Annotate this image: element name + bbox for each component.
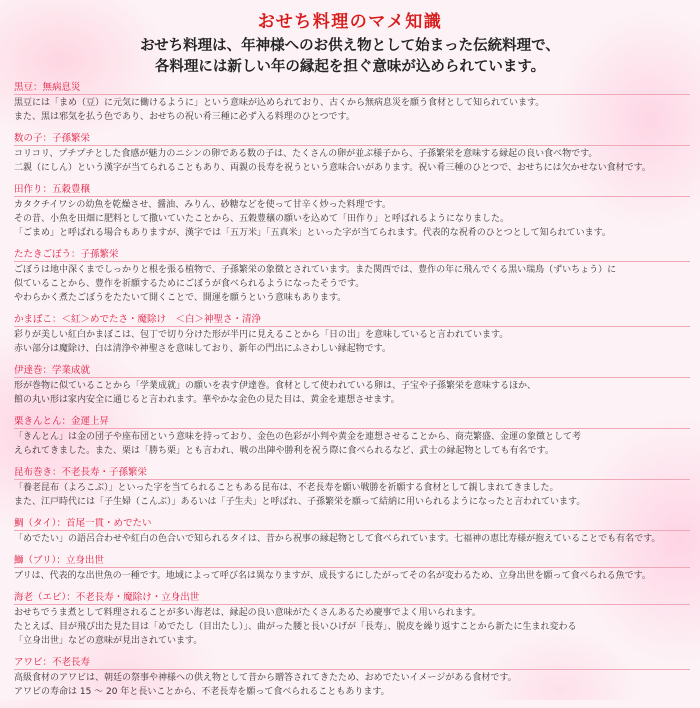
dish-description-line: カタクチイワシの幼魚を乾燥させ、醤油、みりん、砂糖などを使って甘辛く炒った料理です。 [14, 200, 391, 210]
dish-title: アワビ：不老長寿 [14, 657, 690, 670]
dish-title: 田作り：五穀豊穣 [14, 184, 690, 197]
dish-item-kobumaki [14, 467, 690, 509]
dish-description-line: 館の丸い形は家内安全に通じると言われます。華やかな金色の見た目は、黄金を連想させます。 [14, 395, 400, 405]
intro-line: 各料理には新しい年の縁起を担ぐ意味が込められています。 [154, 59, 546, 75]
dish-description-line: ごぼうは地中深くまでしっかりと根を張る植物で、子孫繁栄の象徴とされています。また関西では、豊作の年に飛んでくる黒い瑞鳥（ずいちょう）に [14, 265, 617, 275]
dish-description-line: 「めでたい」の語呂合わせや紅白の色合いで知られるタイは、昔から祝事の縁起物として食べられています。七福神の恵比寿様が抱えていることでも有名です。 [14, 534, 661, 544]
dish-item-kurikinton [14, 416, 690, 458]
dish-description-line: 赤い部分は魔除け、白は清浄や神聖さを意味しており、新年の門出にふさわしい縁起物です。 [14, 344, 391, 354]
dish-item-tatakigobo [14, 249, 690, 305]
dish-description-line: 黒豆には「まめ（豆）に元気に働けるように」という意味が込められており、古くから無病息災を願う食材として知られています。 [14, 98, 545, 108]
dish-description-line: アワビの寿命は 15 ～ 20 年と長いことから、不老長寿を願って食べられることもあります。 [14, 687, 390, 697]
dish-title: 数の子：子孫繁栄 [14, 133, 690, 146]
dish-description-line: ブリは、代表的な出世魚の一種です。地域によって呼び名は異なりますが、成長するにしたがってその名が変わるため、立身出世を願って食べられる魚です。 [14, 571, 651, 581]
dish-title: 鯛（タイ）：首尾一貫・めでたい [14, 518, 690, 531]
dish-item-buri [14, 555, 690, 583]
intro-line: おせち料理は、年神様へのお供え物として始まった伝統料理で、 [140, 38, 560, 54]
dish-description-line: おせちでうま煮として料理されることが多い海老は、縁起の良い意味がたくさんあるため慶事でよく用いられます。 [14, 608, 481, 618]
dish-item-datemaki [14, 365, 690, 407]
dish-title: 黒豆：無病息災 [14, 82, 690, 95]
dish-item-ebi [14, 592, 690, 648]
dish-description-line: 高級食材のアワビは、朝廷の祭事や神様への供え物として昔から贈答されてきたため、おめでたいイメージがある食材です。 [14, 673, 517, 683]
dish-description-line: その昔、小魚を田畑に肥料として撒いていたことから、五穀豊穣の願いを込めて「田作り」と呼ばれるようになりました。 [14, 214, 510, 224]
dish-title: 栗きんとん：金運上昇 [14, 416, 690, 429]
dish-description-line: 彩りが美しい紅白かまぼこは、包丁で切り分けた形が半円に見えることから「日の出」を意味していると言われています。 [14, 330, 509, 340]
page-title: おせち料理のマメ知識 [257, 12, 443, 32]
dish-item-awabi [14, 657, 690, 699]
dish-description-line: コリコリ、プチプチとした食感が魅力のニシンの卵である数の子は、たくさんの卵が並ぶ様子から、子孫繁栄を意味する縁起の良い食べ物です。 [14, 149, 598, 159]
dish-description-line: 「ごまめ」と呼ばれる場合もありますが、漢字では「五万米」「五真米」といった字が当てられます。代表的な祝肴のひとつとして知られています。 [14, 228, 611, 238]
dish-title: 海老（エビ）：不老長寿・魔除け・立身出世 [14, 592, 690, 605]
dish-description-line: たとえば、目が飛び出た見た目は「めでたし（目出たし）」、曲がった腰と長いひげが「長寿」、脱皮を繰り返すことから新たに生まれ変わる [14, 622, 577, 632]
dish-description-line: えられてきました。また、栗は「勝ち栗」とも言われ、戦の出陣や勝利を祝う際に食べられるなど、武士の縁起物としても有名です。 [14, 446, 554, 456]
dish-description-line: 二親（にしん）という漢字が当てられることもあり、両親の長寿を祝うという意味合いがあります。祝い肴三種のひとつで、おせちには欠かせない食材です。 [14, 163, 651, 173]
dish-description-line: 「きんとん」は金の団子や座布団という意味を持っており、金色の色彩が小判や黄金を連想させることから、商売繁盛、金運の象徴として考 [14, 432, 582, 442]
dish-description-line: 「養老昆布（よろこぶ）」といった字を当てられることもある昆布は、不老長寿を願い戦勝を祈願する食材として親しまれてきました。 [14, 483, 559, 493]
intro-text [0, 36, 700, 78]
dish-description-line: 形が巻物に似ていることから「学業成就」の願いを表す伊達巻。食材として使われている卵は、子宝や子孫繁栄を意味するほか、 [14, 381, 537, 391]
dish-title: たたきごぼう：子孫繁栄 [14, 249, 690, 262]
dish-description-line: 似ていることから、豊作を祈願するためにごぼうが食べられるようになったそうです。 [14, 279, 365, 289]
dish-title: 鰤（ブリ）：立身出世 [14, 555, 690, 568]
dish-description-line: やわらかく煮たごぼうをたたいて開くことで、開運を願うという意味もあります。 [14, 293, 347, 303]
dish-list [14, 82, 690, 708]
dish-item-tazukuri [14, 184, 690, 240]
dish-title: 伊達巻：学業成就 [14, 365, 690, 378]
dish-item-kamaboko [14, 314, 690, 356]
dish-description-line: また、黒は邪気を払う色であり、おせちの祝い肴三種に必ず入る料理のひとつです。 [14, 112, 355, 122]
dish-item-tai [14, 518, 690, 546]
dish-title: 昆布巻き：不老長寿・子孫繁栄 [14, 467, 690, 480]
dish-title: かまぼこ：＜紅＞めでたさ・魔除け ＜白＞神聖さ・清浄 [14, 314, 690, 327]
dish-description-line: また、江戸時代には「子生婦（こんぶ）」あるいは「子生夫」と呼ばれ、子孫繁栄を願って結納に用いられるようになったと言われています。 [14, 497, 586, 507]
dish-description-line: 「立身出世」などの意味が見出されています。 [14, 636, 203, 646]
dish-item-kazunoko [14, 133, 690, 175]
dish-item-kuromame [14, 82, 690, 124]
